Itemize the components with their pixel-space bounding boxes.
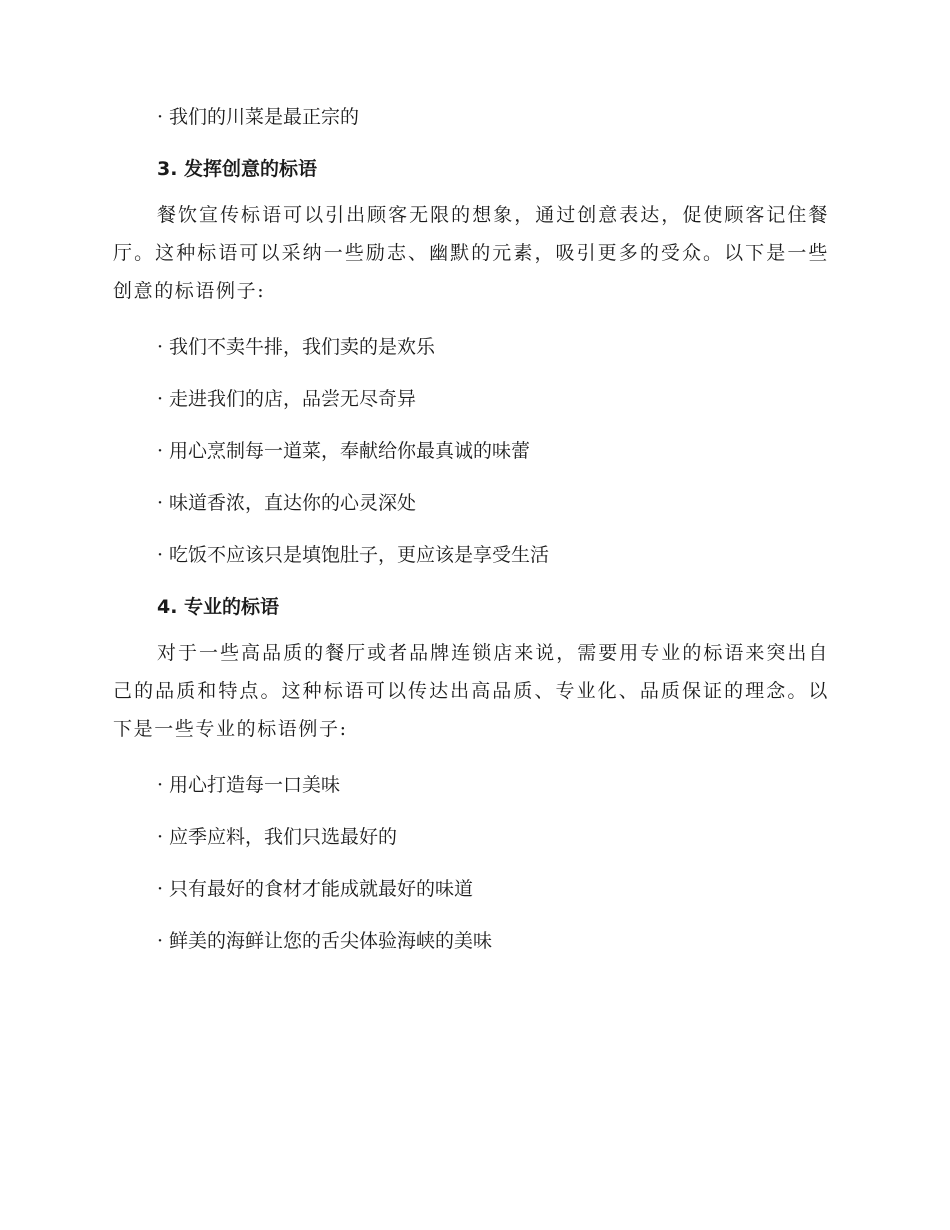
bullet-marker: · [157, 930, 164, 952]
bullet-marker: · [157, 106, 164, 128]
bullet-marker: · [157, 336, 164, 358]
list-item: · 应季应料，我们只选最好的 [113, 822, 829, 852]
section-paragraph-creative: 餐饮宣传标语可以引出顾客无限的想象，通过创意表达，促使顾客记住餐厅。这种标语可以采纳一些励志、幽默的元素，吸引更多的受众。以下是一些创意的标语例子: [113, 204, 829, 302]
section-heading-creative: 3. 发挥创意的标语 [157, 158, 318, 180]
bullet-marker: · [157, 774, 164, 796]
list-item: · 用心烹制每一道菜，奉献给你最真诚的味蕾 [113, 436, 829, 466]
list-item: · 用心打造每一口美味 [113, 770, 829, 800]
bullet-marker: · [157, 440, 164, 462]
list-item: · 我们的川菜是最正宗的 [113, 102, 829, 132]
list-item: · 只有最好的食材才能成就最好的味道 [113, 874, 829, 904]
list-item: · 走进我们的店，品尝无尽奇异 [113, 384, 829, 414]
bullet-marker: · [157, 388, 164, 410]
list-item: · 吃饭不应该只是填饱肚子，更应该是享受生活 [113, 540, 829, 570]
section-heading-professional: 4. 专业的标语 [157, 596, 280, 618]
list-item: · 味道香浓，直达你的心灵深处 [113, 488, 829, 518]
bullet-marker: · [157, 826, 164, 848]
section-paragraph-professional: 对于一些高品质的餐厅或者品牌连锁店来说，需要用专业的标语来突出自己的品质和特点。这种标语可以传达出高品质、专业化、品质保证的理念。以下是一些专业的标语例子: [113, 642, 829, 740]
bullet-marker: · [157, 878, 164, 900]
list-item: · 我们不卖牛排，我们卖的是欢乐 [113, 332, 829, 362]
bullet-marker: · [157, 544, 164, 566]
list-item: · 鲜美的海鲜让您的舌尖体验海峡的美味 [113, 926, 829, 956]
bullet-marker: · [157, 492, 164, 514]
document-body [113, 102, 829, 956]
